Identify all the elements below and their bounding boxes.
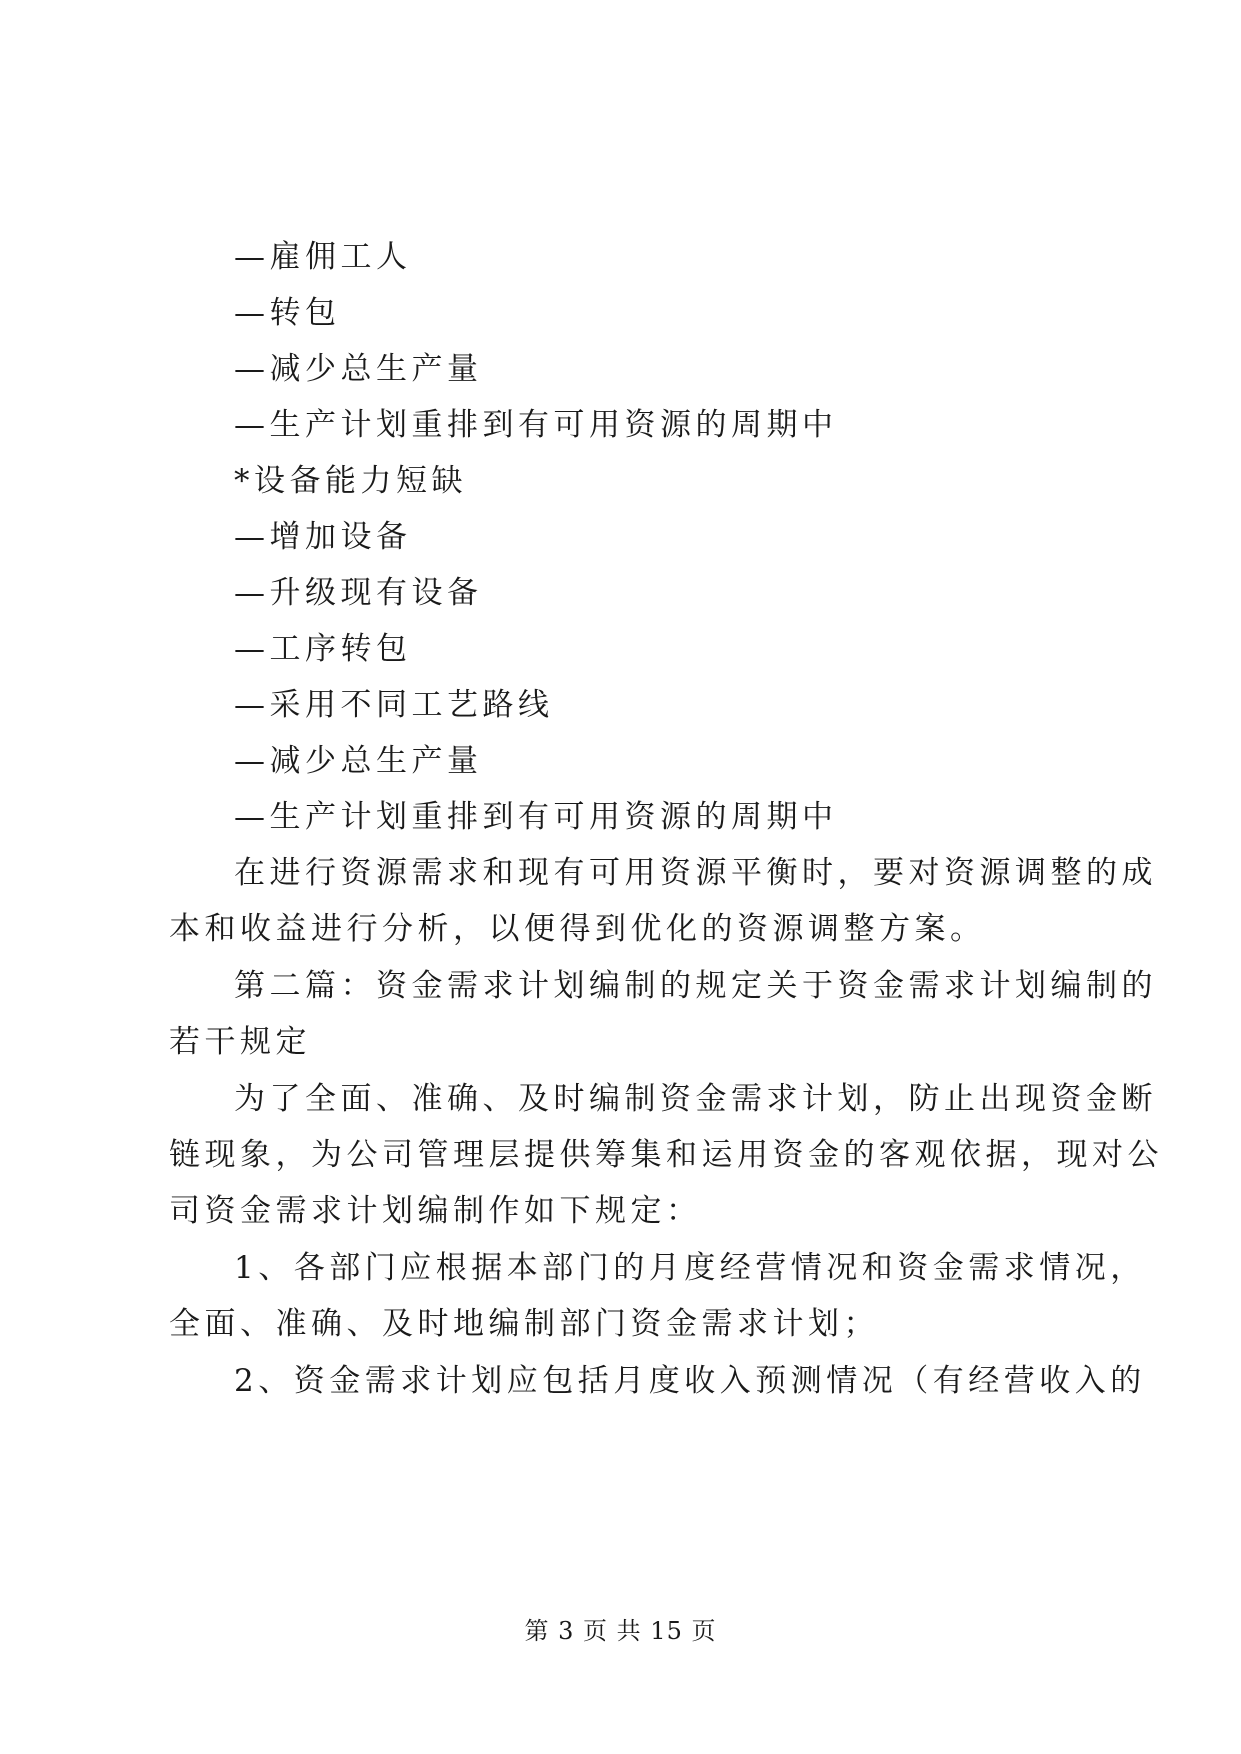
paragraph-line: 全面、准确、及时地编制部门资金需求计划； [169,1306,879,1342]
list-item: —生产计划重排到有可用资源的周期中 [234,407,838,443]
paragraph-line: 为了全面、准确、及时编制资金需求计划，防止出现资金断 [234,1081,1157,1117]
paragraph-line: 在进行资源需求和现有可用资源平衡时，要对资源调整的成 [234,855,1157,891]
list-item: —工序转包 [234,631,412,667]
section-heading-line: 若干规定 [169,1024,311,1060]
page-number-footer: 第 3 页 共 15 页 [524,1617,717,1645]
paragraph-line: 本和收益进行分析，以便得到优化的资源调整方案。 [169,911,986,947]
paragraph-line: 1、各部门应根据本部门的月度经营情况和资金需求情况， [234,1250,1146,1286]
paragraph-line: 链现象，为公司管理层提供筹集和运用资金的客观依据，现对公 [169,1137,1163,1173]
list-item: —增加设备 [234,519,412,555]
list-item: —减少总生产量 [234,743,483,779]
list-item: *设备能力短缺 [234,463,467,499]
list-item: —升级现有设备 [234,575,483,611]
paragraph-line: 2、资金需求计划应包括月度收入预测情况（有经营收入的 [234,1363,1146,1399]
list-item: —减少总生产量 [234,351,483,387]
list-item: —采用不同工艺路线 [234,687,554,723]
list-item: —转包 [234,295,341,331]
list-item: —雇佣工人 [234,239,412,275]
paragraph-line: 司资金需求计划编制作如下规定： [169,1193,702,1229]
section-heading-line: 第二篇：资金需求计划编制的规定关于资金需求计划编制的 [234,968,1157,1004]
list-item: —生产计划重排到有可用资源的周期中 [234,799,838,835]
